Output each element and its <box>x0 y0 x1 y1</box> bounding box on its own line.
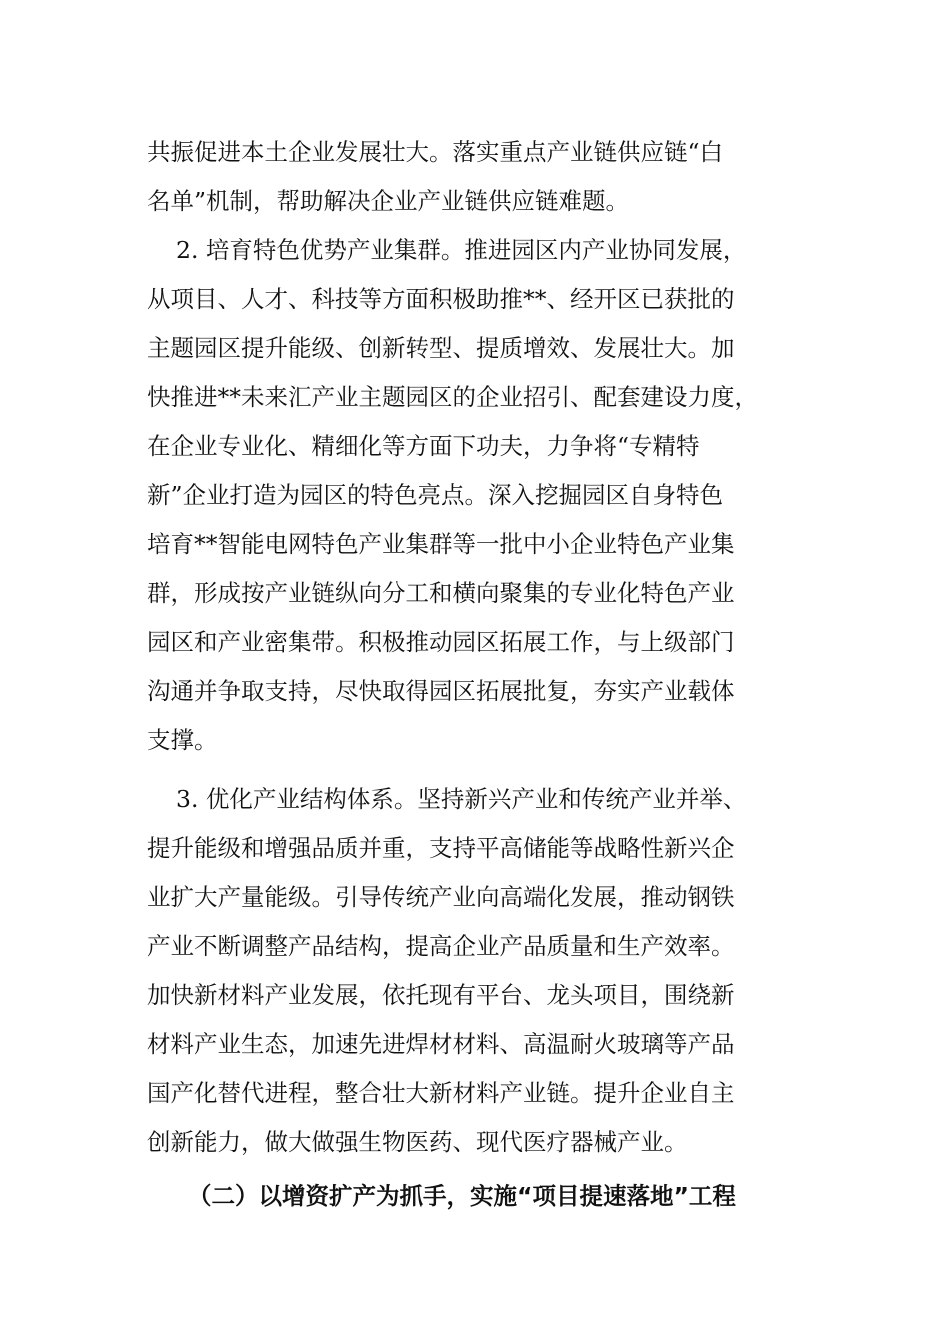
body-line: 共振促进本土企业发展壮大。落实重点产业链供应链“白 <box>147 138 724 166</box>
body-line: 沟通并争取支持，尽快取得园区拓展批复，夯实产业载体 <box>147 677 735 705</box>
body-line: 园区和产业密集带。积极推动园区拓展工作，与上级部门 <box>147 628 735 656</box>
body-line: 业扩大产量能级。引导传统产业向高端化发展，推动钢铁 <box>147 883 735 911</box>
body-line: 提升能级和增强品质并重，支持平高储能等战略性新兴企 <box>147 834 735 862</box>
body-line: 从项目、人才、科技等方面积极助推**、经开区已获批的 <box>147 285 735 313</box>
body-line: 培育**智能电网特色产业集群等一批中小企业特色产业集 <box>147 530 735 558</box>
body-line: 加快新材料产业发展，依托现有平台、龙头项目，围绕新 <box>147 981 735 1009</box>
body-line: 创新能力，做大做强生物医药、现代医疗器械产业。 <box>147 1128 688 1156</box>
body-line: 在企业专业化、精细化等方面下功夫，力争将“专精特 <box>147 432 700 460</box>
body-line: 产业不断调整产品结构，提高企业产品质量和生产效率。 <box>147 932 735 960</box>
body-line: 名单”机制，帮助解决企业产业链供应链难题。 <box>147 187 630 215</box>
body-line: 快推进**未来汇产业主题园区的企业招引、配套建设力度， <box>147 383 758 411</box>
body-line: 主题园区提升能级、创新转型、提质增效、发展壮大。加 <box>147 334 735 362</box>
paragraph-2-first-line: 2. 培育特色优势产业集群。推进园区内产业协同发展， <box>176 236 747 264</box>
body-line: 支撑。 <box>147 726 218 754</box>
body-line: 国产化替代进程，整合壮大新材料产业链。提升企业自主 <box>147 1079 735 1107</box>
body-line: 材料产业生态，加速先进焊材材料、高温耐火玻璃等产品 <box>147 1030 735 1058</box>
body-line: 新”企业打造为园区的特色亮点。深入挖掘园区自身特色 <box>147 481 724 509</box>
paragraph-3-first-line: 3. 优化产业结构体系。坚持新兴产业和传统产业并举、 <box>176 785 747 813</box>
section-heading: （二）以增资扩产为抓手，实施“项目提速落地”工程 <box>188 1182 736 1210</box>
body-line: 群，形成按产业链纵向分工和横向聚集的专业化特色产业 <box>147 579 735 607</box>
